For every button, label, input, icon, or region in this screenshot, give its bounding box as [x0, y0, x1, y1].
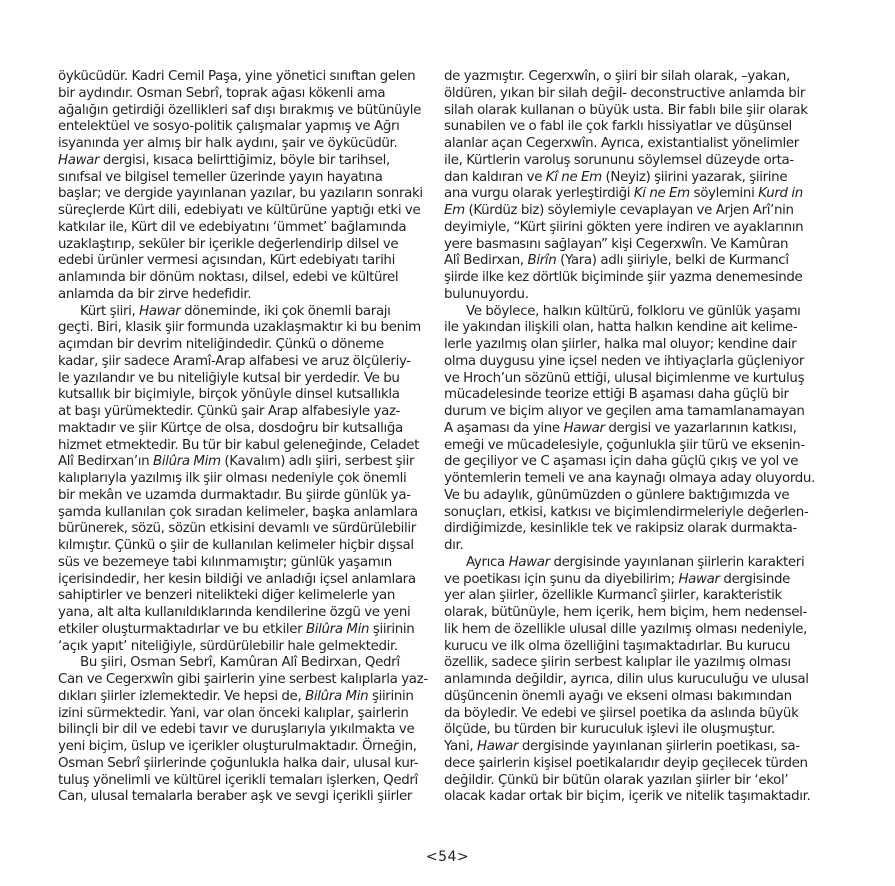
- text-run: de yazmıştır. Cegerxwîn, o şiiri bir silah olarak, –yakan,: [444, 69, 790, 84]
- text-line: [444, 287, 839, 304]
- text-line: [58, 186, 428, 203]
- text-line: [444, 706, 839, 723]
- text-line: [58, 756, 428, 773]
- italic-title: Birîn: [527, 253, 557, 269]
- italic-title: Bilûra Mim: [153, 454, 221, 470]
- text-line: [58, 438, 428, 455]
- text-run: dergisi ve yazarlarının katkısı,: [604, 420, 797, 436]
- text-line: [444, 605, 839, 622]
- text-run: Ve böylece, halkın kültürü, folkloru ve günlük yaşamı: [466, 303, 801, 319]
- text-run: kalıplarıyla yazılmış ilk şiir olması nedeniyle çok önemli: [58, 471, 407, 486]
- text-run: de geçiliyor ve C aşaması için daha güçlü çıkış ve yol ve: [444, 454, 799, 470]
- text-line: [444, 739, 839, 756]
- text-run: şiirde ilke kez dörtlük biçiminde şiir yazma denemesinde: [444, 270, 803, 285]
- text-run: da böyledir. Ve edebi ve şiirsel poetika da aslında büyük: [444, 705, 799, 721]
- text-line: [58, 387, 428, 404]
- text-run: sonuçları, etkisi, katkısı ve biçimlendirmeleriyle değerlen-: [444, 504, 809, 520]
- text-line: [58, 672, 428, 689]
- text-line: [444, 237, 839, 254]
- text-run: anlamda da bir zirve hedefidir.: [58, 286, 252, 302]
- text-line: [58, 287, 428, 304]
- text-line: [444, 320, 839, 337]
- text-run: yer alan şiirler, özellikle Kurmancî şiirler, karakteristik: [444, 588, 782, 604]
- text-run: ve Hroch’un sözünü ettiği, ulusal biçimlenme ve kurtuluş: [444, 370, 805, 386]
- text-line: [58, 605, 428, 622]
- text-line: [58, 354, 428, 371]
- text-run: yana, alt alta kullanıldıklarında kendilerine özgü ve yeni: [58, 605, 411, 620]
- text-line: [58, 555, 428, 572]
- text-line: [444, 756, 839, 773]
- text-line: [444, 371, 839, 388]
- text-line: [58, 237, 428, 254]
- text-line: [444, 773, 839, 790]
- text-run: emeği ve mücadelesiyle, çoğunlukla şiir türü ve eksenin-: [444, 437, 805, 453]
- text-line: [444, 521, 839, 538]
- text-run: uzaklaştırıp, seküler bir içerikle değerlendirip dilsel ve: [58, 236, 399, 252]
- text-run: özellik, sadece şiirin serbest kalıplar ile yazılmış olması: [444, 655, 791, 671]
- text-run: bürünerek, sözü, sözün etkisini devamlı ve sürdürülebilir: [58, 521, 416, 537]
- text-run: dergisinde: [719, 571, 790, 587]
- text-run: şiirinin: [369, 621, 415, 637]
- text-line: [58, 471, 428, 488]
- text-run: olacak kadar ortak bir biçim, içerik ve nitelik taşımaktadır.: [444, 789, 811, 805]
- text-run: ile yakından ilişkili olan, hatta halkın kendine ait kelime-: [444, 320, 798, 336]
- text-run: mücadelesinde teorize ettiği B aşaması daha güçlü bir: [444, 387, 789, 403]
- text-line: [444, 622, 839, 639]
- text-run: değildir. Çünkü bir bütün olarak yazılan şiirler bir ‘ekol’: [444, 772, 789, 788]
- italic-title: Hawar: [139, 303, 181, 319]
- text-run: ana vurgu olarak yerleştirdiği: [444, 186, 634, 202]
- text-line: [444, 722, 839, 739]
- text-run: içerisindedir, her kesin bildiği ve anladığı içsel anlamlara: [58, 571, 416, 587]
- text-run: (Kavalım) adlı şiiri, serbest şiir: [220, 454, 415, 470]
- text-line: [58, 253, 428, 270]
- text-run: Osman Sebrî şiirlerinde çoğunlukla halka dair, ulusal kur-: [58, 755, 419, 771]
- text-line: [444, 337, 839, 354]
- text-run: le yazılandır ve bu niteliğiyle kutsal bir yerdedir. Ve bu: [58, 370, 400, 386]
- text-run: ‘açık yapıt’ niteliğiyle, sürdürülebilir hale gelmektedir.: [58, 638, 398, 654]
- text-line: [58, 304, 428, 321]
- text-line: [58, 572, 428, 589]
- text-run: etkiler oluşturmaktadırlar ve bu etkiler: [58, 621, 306, 637]
- text-line: [444, 136, 839, 153]
- text-line: [58, 170, 428, 187]
- text-line: [444, 505, 839, 522]
- text-line: [444, 153, 839, 170]
- text-line: [444, 119, 839, 136]
- text-run: sunabilen ve o fabl ile çok farklı hissiyatlar ve düşünsel: [444, 119, 792, 135]
- text-run: dır.: [444, 538, 464, 553]
- italic-title: Ki ne Em: [633, 186, 690, 202]
- text-line: [58, 421, 428, 438]
- text-run: (Kürdüz biz) söylemiyle cevaplayan ve Arjen Arî’nin: [464, 203, 794, 218]
- text-line: [58, 739, 428, 756]
- text-line: [444, 421, 839, 438]
- text-line: [444, 471, 839, 488]
- text-run: silah olarak kullanan o büyük usta. Bir fablı bile şiir olarak: [444, 102, 808, 118]
- text-run: şamda kullanılan çok sıradan kelimeler, başka anlamlara: [58, 504, 418, 520]
- text-run: izini sürmektedir. Yani, var olan önceki kalıplar, şairlerin: [58, 705, 409, 721]
- text-line: [444, 655, 839, 672]
- text-run: dıkları şiirler izlemektedir. Ve hepsi de,: [58, 688, 306, 704]
- text-line: [58, 337, 428, 354]
- text-line: [58, 153, 428, 170]
- text-run: Can, ulusal temalarla beraber aşk ve sevgi içerikli şiirler: [58, 789, 413, 805]
- text-line: [58, 86, 428, 103]
- text-run: sahiptirler ve benzeri nitelikteki diğer kelimelerle yan: [58, 588, 396, 604]
- text-line: [444, 270, 839, 287]
- text-line: [58, 655, 428, 672]
- text-run: Can ve Cegerxwîn gibi şairlerin yine serbest kalıplarla yaz-: [58, 672, 428, 687]
- text-run: öykücüdür. Kadri Cemil Paşa, yine yönetici sınıftan gelen: [58, 69, 416, 84]
- text-line: [58, 220, 428, 237]
- text-run: başlar; ve dergide yayınlanan yazılar, bu yazıların sonraki: [58, 186, 423, 202]
- text-run: kılmıştır. Çünkü o şiir de kullanılan kelimeler hiçbir dışsal: [58, 538, 414, 553]
- text-line: [444, 789, 839, 806]
- text-run: Yani,: [444, 739, 477, 754]
- italic-title: Hawar: [563, 420, 605, 436]
- text-run: kadar, şiir sadece Aramî-Arap alfabesi ve aruz ölçüleriy-: [58, 353, 411, 369]
- text-line: [58, 588, 428, 605]
- text-line: [58, 103, 428, 120]
- text-line: [444, 170, 839, 187]
- text-run: söylemini: [689, 186, 759, 202]
- text-run: at başı yürümektedir. Çünkü şair Arap alfabesiyle yaz-: [58, 404, 401, 419]
- italic-title: Kurd in: [758, 186, 803, 202]
- text-line: [58, 203, 428, 220]
- text-run: hizmet etmektedir. Bu tür bir kabul geleneğinde, Celadet: [58, 437, 420, 453]
- text-run: edebi ürünler vermesi açısından, Kürt edebiyatı tarihi: [58, 253, 395, 269]
- italic-title: Em: [444, 203, 465, 218]
- text-run: Kürt şiiri,: [80, 303, 140, 319]
- text-run: tuluş yönelimli ve kültürel içerikli temaları işlerken, Qedrî: [58, 772, 418, 788]
- text-run: anlamında bir dönüm noktası, dilsel, edebi ve kültürel: [58, 270, 399, 285]
- text-run: maktadır ve şiir Kürtçe de olsa, dosdoğru bir kutsallığa: [58, 420, 403, 436]
- text-run: yöntemlerin temeli ve ana kaynağı olmaya aday oluyordu.: [444, 471, 815, 486]
- text-run: dergisinde yayınlanan şiirlerin poetikası, sa-: [518, 739, 800, 754]
- text-line: [58, 69, 428, 86]
- page-number: <54>: [425, 849, 470, 865]
- text-line: [58, 488, 428, 505]
- text-line: [58, 706, 428, 723]
- italic-title: Hawar: [476, 739, 519, 754]
- italic-title: Hawar: [58, 152, 100, 168]
- text-line: [444, 253, 839, 270]
- text-run: isyanında yer almış bir halk aydını, şair ve öykücüdür.: [58, 136, 398, 151]
- text-run: Ayrıca: [466, 554, 509, 570]
- text-line: [444, 220, 839, 237]
- text-run: lik hem de özellikle ulusal dille yazılmış olması nedeniyle,: [444, 621, 807, 637]
- text-run: düşüncenin önemli ayağı ve ekseni olması bakımından: [444, 688, 792, 704]
- text-line: [444, 555, 839, 572]
- text-run: şiirinin: [368, 688, 414, 704]
- text-line: [444, 304, 839, 321]
- text-run: dergisinde yayınlanan şiirlerin karakteri: [549, 554, 805, 570]
- italic-title: Bilûra Min: [305, 688, 369, 704]
- text-line: [444, 454, 839, 471]
- text-run: katkılar ile, Kürt dil ve edebiyatını ‘ümmet’ bağlamında: [58, 219, 407, 235]
- text-line: [58, 505, 428, 522]
- text-run: alanlar açan Cegerxwîn. Ayrıca, existantialist yönelimler: [444, 136, 799, 151]
- text-line: [58, 270, 428, 287]
- text-run: bilinçli bir dil ve edebi tavır ve duruşlarıyla yıkılmakta ve: [58, 722, 415, 738]
- text-line: [444, 588, 839, 605]
- text-run: (Yara) adlı şiiriyle, belki de Kurmancî: [556, 253, 789, 269]
- text-line: [444, 404, 839, 421]
- text-line: [444, 186, 839, 203]
- text-run: açımdan bir devrim niteliğindedir. Çünkü o döneme: [58, 337, 384, 352]
- text-run: öldüren, yıkan bir silah değil- deconstructive anlamda bir: [444, 85, 805, 101]
- text-run: (Neyiz) şiirini yazarak, şiirine: [601, 169, 788, 185]
- text-line: [444, 689, 839, 706]
- italic-title: Kî ne Em: [545, 169, 602, 185]
- text-line: [58, 689, 428, 706]
- text-line: [58, 404, 428, 421]
- text-line: [58, 454, 428, 471]
- text-run: olarak, bütünüyle, hem içerik, hem biçim, hem nedensel-: [444, 605, 808, 620]
- text-run: yeni biçim, üslup ve içerikler oluşturulmaktadır. Örneğin,: [58, 739, 417, 754]
- text-run: bir mekân ve uzamda durmaktadır. Bu şiirde günlük ya-: [58, 487, 411, 503]
- italic-title: Hawar: [678, 571, 720, 587]
- text-run: döneminde, iki çok önemli barajı: [180, 303, 391, 319]
- text-run: ağalığın getirdiği özellikleri saf dışı bırakmış ve bütünüyle: [58, 102, 422, 118]
- text-run: kurucu ve ilk olma özelliğini taşımaktadırlar. Bu kurucu: [444, 638, 791, 654]
- text-line: [444, 86, 839, 103]
- text-line: [58, 722, 428, 739]
- text-line: [58, 789, 428, 806]
- right-text-column: [444, 69, 839, 806]
- text-run: deyimiyle, “Kürt şiirini gökten yere indiren ve ayaklarının: [444, 219, 804, 235]
- text-run: Alî Bedirxan,: [444, 253, 528, 269]
- text-line: [444, 639, 839, 656]
- text-run: süreçlerde Kürt dili, edebiyatı ve kültürüne yaptığı etki ve: [58, 203, 421, 218]
- text-line: [444, 572, 839, 589]
- text-run: durum ve biçim alıyor ve geçilen ama tamamlanamayan: [444, 404, 805, 419]
- text-run: olma duygusu yine içsel neden ve ihtiyaçlarla güçleniyor: [444, 353, 804, 369]
- text-line: [444, 69, 839, 86]
- text-run: süs ve bezemeye tabi kılınmamıştır; günlük yaşamın: [58, 554, 392, 570]
- text-run: kutsallık bir biçimiyle, birçok yönüyle dinsel kutsallıkla: [58, 387, 400, 403]
- text-run: geçti. Biri, klasik şiir formunda uzaklaşmaktır ki bu benim: [58, 320, 421, 336]
- text-line: [444, 387, 839, 404]
- text-line: [58, 622, 428, 639]
- text-line: [58, 320, 428, 337]
- text-run: bulunuyordu.: [444, 286, 529, 302]
- text-line: [58, 136, 428, 153]
- text-line: [58, 521, 428, 538]
- text-line: [444, 103, 839, 120]
- text-line: [58, 119, 428, 136]
- text-run: lerle yazılmış olan şiirler, halka mal oluyor; kendine dair: [444, 337, 797, 352]
- text-run: Alî Bedirxan’ın: [58, 454, 153, 470]
- text-run: bir aydındır. Osman Sebrî, toprak ağası kökenli ama: [58, 85, 386, 101]
- text-run: anlamında değildir, ayrıca, dilin ulus kuruculuğu ve ulusal: [444, 672, 809, 687]
- text-run: dergisi, kısaca belirttiğimiz, böyle bir tarihsel,: [99, 152, 390, 168]
- italic-title: Bilûra Min: [305, 621, 370, 637]
- text-run: dece şairlerin kişisel poetikalarıdır deyip geçilecek türden: [444, 755, 808, 771]
- text-line: [58, 538, 428, 555]
- text-run: entelektüel ve sosyo-politik çalışmalar yapmış ve Ağrı: [58, 119, 400, 135]
- text-run: A aşaması da yine: [444, 420, 564, 436]
- text-line: [58, 773, 428, 790]
- text-run: Ve bu adaylık, günümüzden o günlere baktığımızda ve: [444, 487, 790, 503]
- text-run: dan kaldıran ve: [444, 169, 546, 185]
- text-run: sınıfsal ve bilgisel temeller üzerinde yayın hayatına: [58, 169, 383, 185]
- text-run: yere basmasını sağlayan” kişi Cegerxwîn. Ve Kamûran: [444, 236, 789, 252]
- text-run: Bu şiiri, Osman Sebrî, Kamûran Alî Bedirxan, Qedrî: [80, 655, 400, 671]
- text-run: ile, Kürtlerin varoluş sorununu söylemsel düzeyde orta-: [444, 152, 794, 168]
- text-line: [444, 354, 839, 371]
- text-run: ve poetikası için şunu da diyebilirim;: [444, 571, 679, 587]
- text-line: [444, 672, 839, 689]
- text-line: [444, 538, 839, 555]
- text-line: [444, 203, 839, 220]
- italic-title: Hawar: [508, 554, 550, 570]
- text-run: dirdiğimizde, kesinlikle tek ve rakipsiz olarak durmakta-: [444, 521, 797, 537]
- text-line: [444, 438, 839, 455]
- text-run: ölçüde, bu türden bir kuruculuk işlevi ile oluşmuştur.: [444, 722, 775, 738]
- text-line: [58, 371, 428, 388]
- left-text-column: [58, 69, 428, 806]
- text-line: [58, 639, 428, 656]
- text-line: [444, 488, 839, 505]
